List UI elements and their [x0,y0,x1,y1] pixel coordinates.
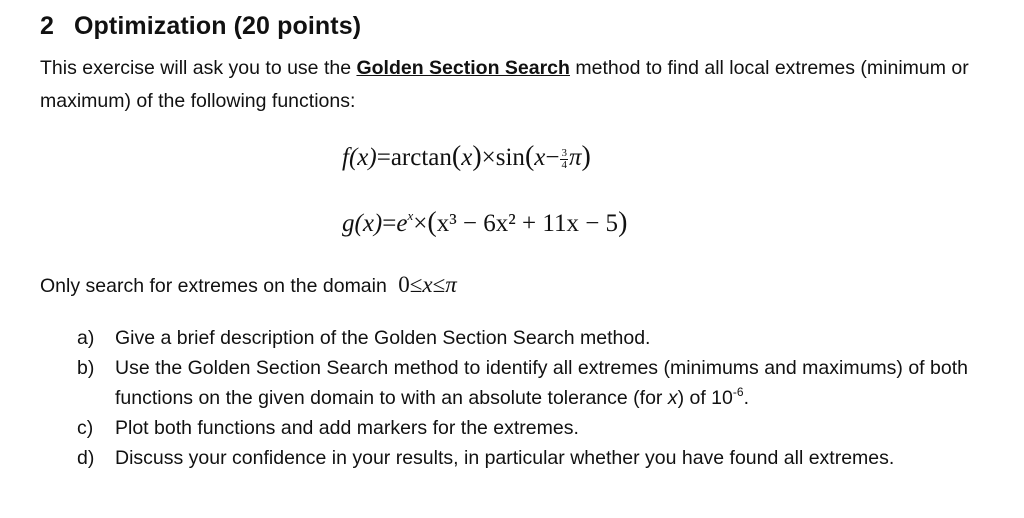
formula-f-fraction: $\frac{3}{4}$ [561,146,567,171]
formula-f-pi: π [568,144,582,171]
task-item-b [77,353,997,413]
formula-f-sin: sin [495,144,525,171]
task-letter: b) [77,357,95,379]
task-list [77,323,997,473]
formula-f: f(x)=arctan(x)×sin(x− $\frac{3}{4}$ π) [342,141,591,172]
task-item-d [77,443,997,473]
task-item-c [77,413,997,443]
formula-g-exp-power: x [407,208,414,223]
intro-paragraph [40,52,980,118]
domain-constraint [40,272,457,298]
task-item-a [77,323,997,353]
formula-g-times: × [413,210,428,237]
task-letter: a) [77,327,95,349]
task-text: Give a brief description of the Golden Section Search method. [115,327,651,349]
task-text: Discuss your confidence in your results, in particular whether you have found all extremes. [115,447,895,469]
formula-g-lhs: g(x) [342,210,383,237]
formula-f-arctan: arctan [390,144,452,171]
section-heading [40,12,361,41]
section-title: Optimization (20 points) [74,12,362,40]
task-letter: c) [77,417,94,439]
formula-g-exp-base: e [396,210,408,237]
formula-g-equals: = [382,210,397,237]
task-text: Plot both functions and add markers for the extremes. [115,417,579,439]
domain-math: 0≤x≤π [398,272,457,297]
method-name: Golden Section Search [356,57,570,79]
intro-text-before: This exercise will ask you to use the [40,57,357,79]
intro-text-after: method to find all local extremes (minimum or maximum) of the following functions: [40,57,969,112]
formula-g-polynomial: x³ − 6x² + 11x − 5 [436,210,619,237]
section-number: 2 [40,12,55,40]
domain-text: Only search for extremes on the domain [40,275,387,297]
task-text: Use the Golden Section Search method to identify all extremes (minimums and maximums) of both functions on the given domain to with an absolute tolerance (for x) of $10^{-6}$. [115,357,968,409]
formula-f-times: × [481,144,496,171]
formula-g: $g(x)=e^x\times(x^3 - 6x^2 + 11x - 5)$ [342,207,628,238]
task-letter: d) [77,447,95,469]
formula-f-lhs: f(x) [342,144,377,171]
formula-f-equals: = [376,144,391,171]
